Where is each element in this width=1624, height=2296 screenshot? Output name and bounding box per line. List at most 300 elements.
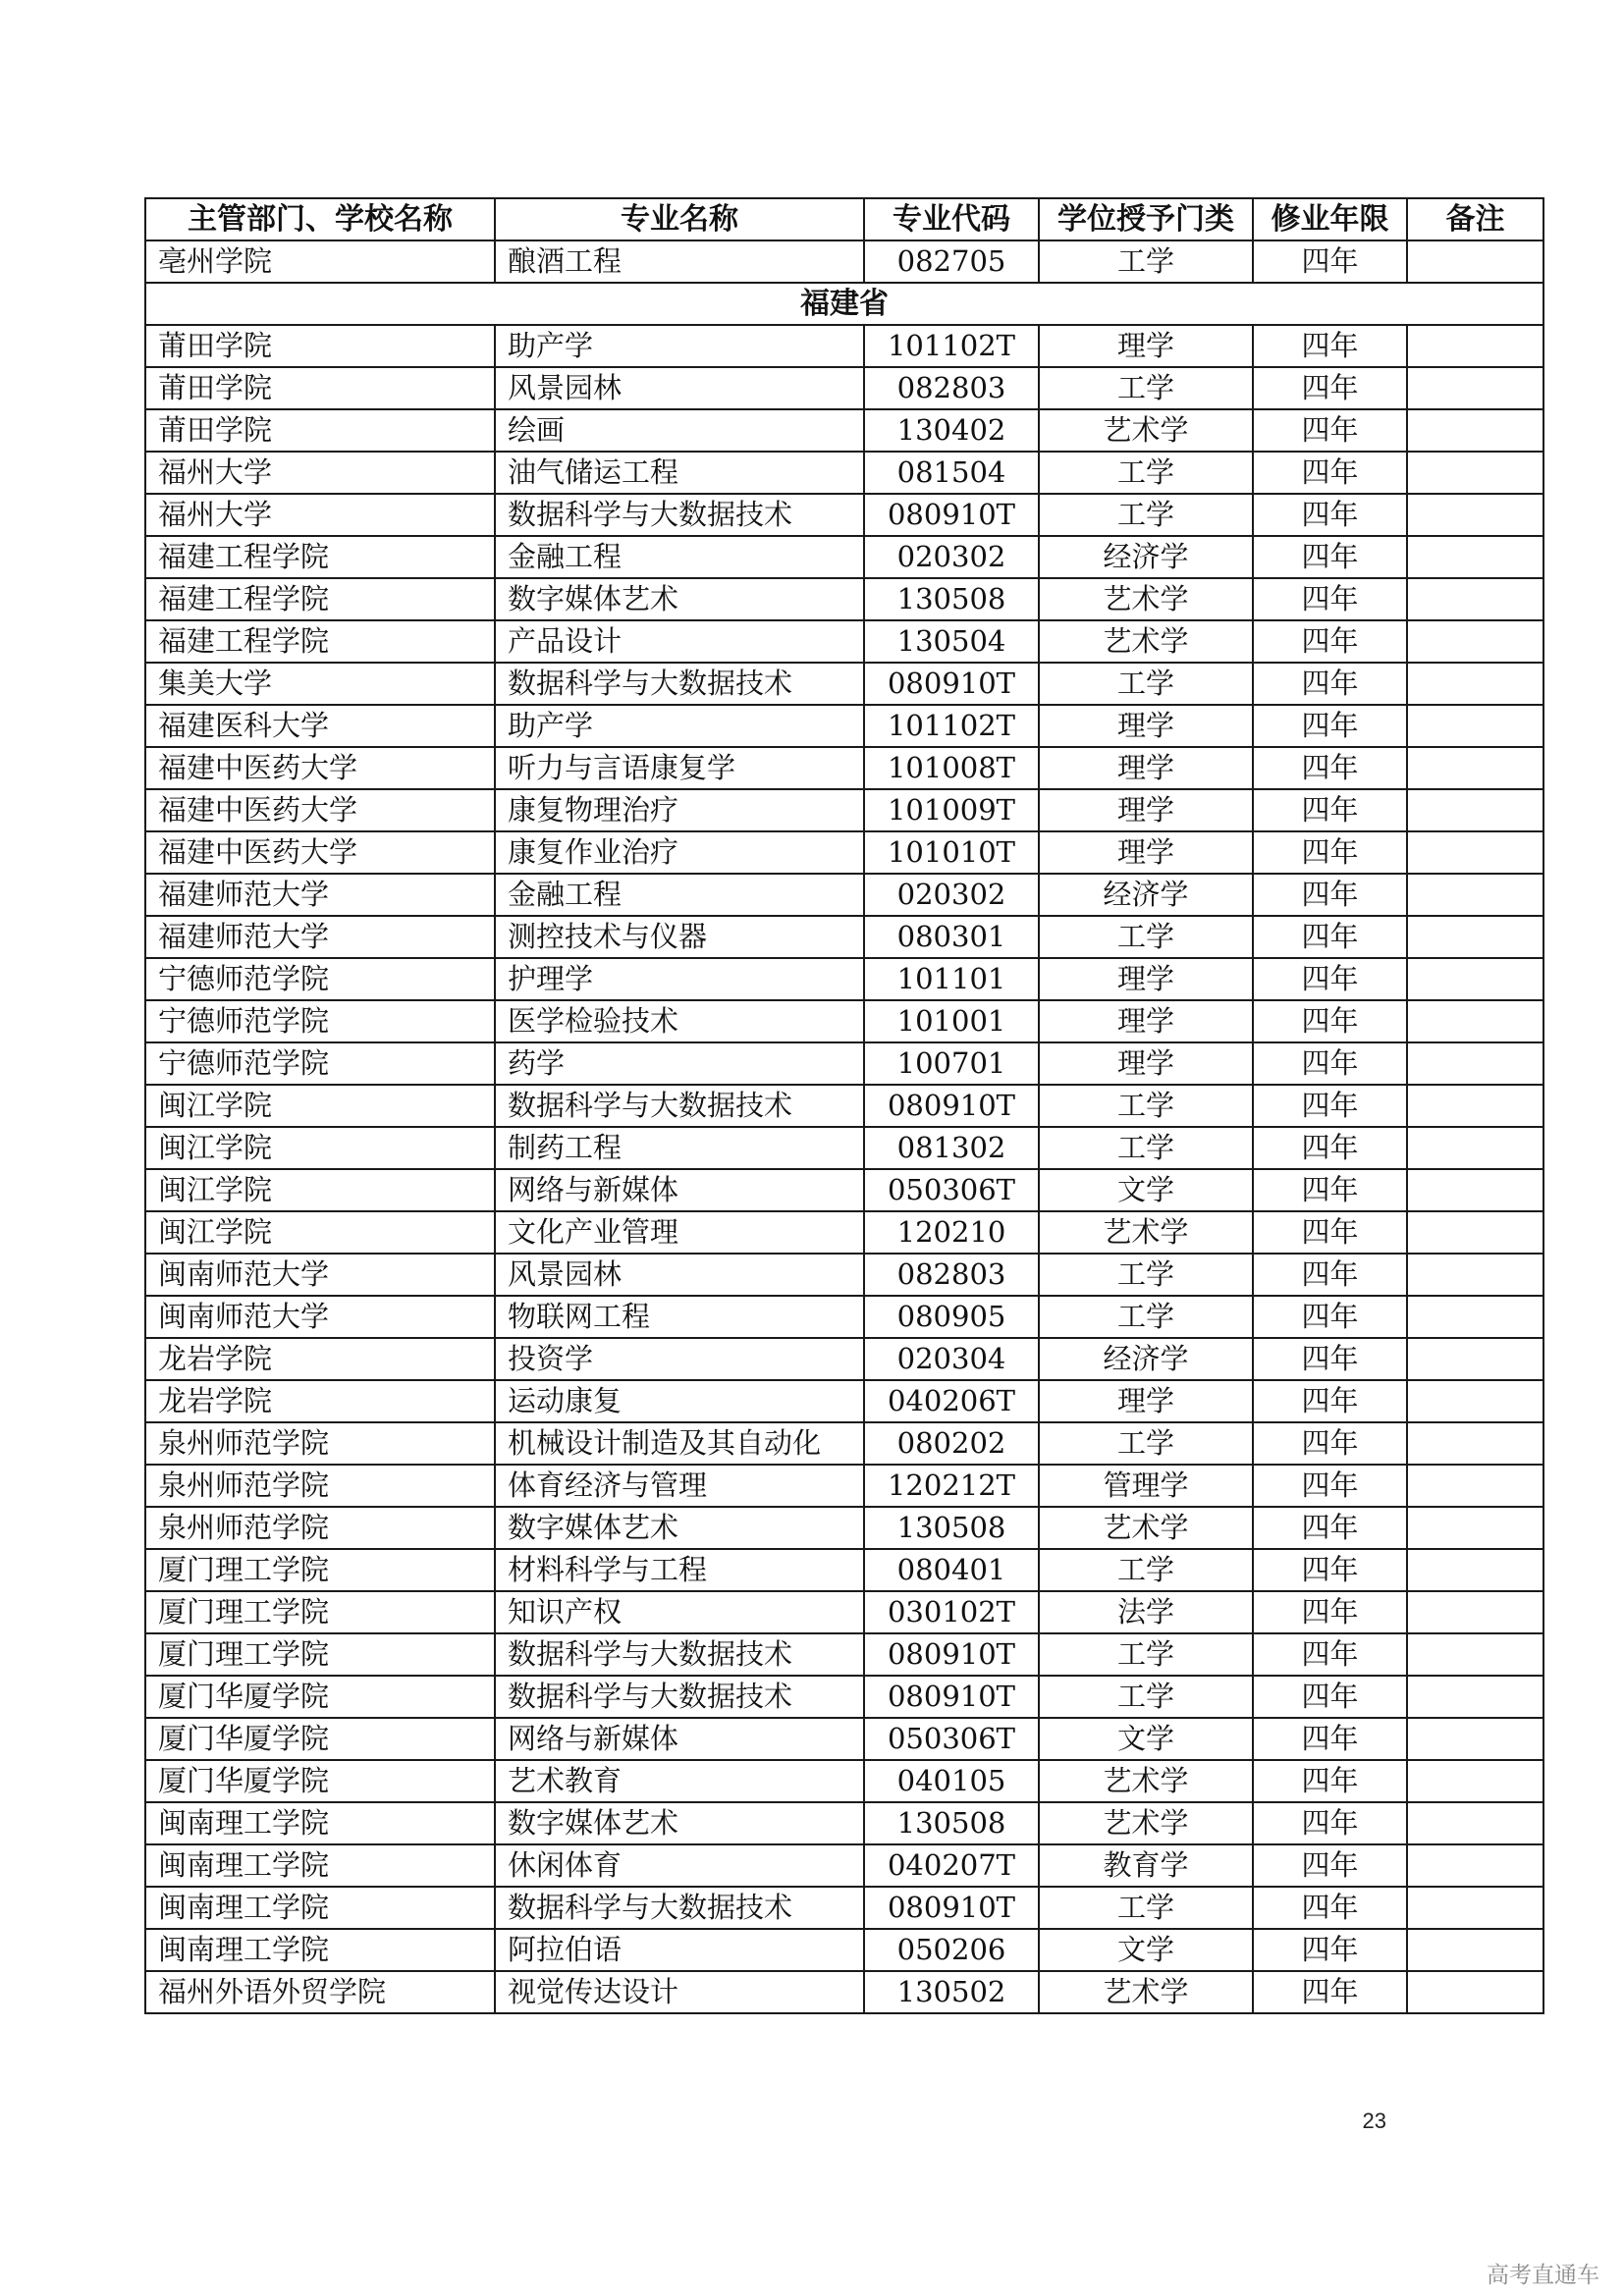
table-row (145, 1169, 1543, 1211)
cell-duration: 四年 (1253, 1380, 1407, 1422)
cell-major-name: 阿拉伯语 (495, 1929, 864, 1971)
cell-remarks (1407, 1887, 1543, 1929)
cell-duration: 四年 (1253, 705, 1407, 747)
cell-duration: 四年 (1253, 789, 1407, 831)
cell-degree-category: 艺术学 (1039, 578, 1253, 620)
cell-school: 厦门华厦学院 (145, 1718, 495, 1760)
cell-major-name: 数据科学与大数据技术 (495, 1887, 864, 1929)
table-row (145, 1254, 1543, 1296)
cell-school: 福州外语外贸学院 (145, 1971, 495, 2013)
cell-remarks (1407, 1127, 1543, 1169)
cell-duration: 四年 (1253, 1760, 1407, 1802)
cell-duration: 四年 (1253, 1254, 1407, 1296)
cell-major-name: 油气储运工程 (495, 452, 864, 494)
cell-remarks (1407, 958, 1543, 1000)
cell-major-name: 数据科学与大数据技术 (495, 494, 864, 536)
cell-major-code: 020302 (864, 874, 1039, 916)
cell-degree-category: 工学 (1039, 494, 1253, 536)
cell-major-name: 听力与言语康复学 (495, 747, 864, 789)
cell-remarks (1407, 367, 1543, 409)
cell-major-code: 020302 (864, 536, 1039, 578)
cell-major-name: 助产学 (495, 325, 864, 367)
cell-degree-category: 理学 (1039, 1042, 1253, 1085)
cell-remarks (1407, 1085, 1543, 1127)
page-number: 23 (1362, 2109, 1386, 2133)
cell-duration: 四年 (1253, 1127, 1407, 1169)
header-school: 主管部门、学校名称 (145, 198, 495, 240)
cell-duration: 四年 (1253, 240, 1407, 283)
cell-degree-category: 工学 (1039, 916, 1253, 958)
cell-degree-category: 理学 (1039, 705, 1253, 747)
cell-major-code: 081302 (864, 1127, 1039, 1169)
cell-major-code: 050206 (864, 1929, 1039, 1971)
cell-remarks (1407, 1676, 1543, 1718)
cell-major-code: 120210 (864, 1211, 1039, 1254)
cell-major-name: 康复作业治疗 (495, 831, 864, 874)
cell-school: 厦门理工学院 (145, 1591, 495, 1633)
cell-duration: 四年 (1253, 663, 1407, 705)
cell-school: 龙岩学院 (145, 1338, 495, 1380)
cell-duration: 四年 (1253, 536, 1407, 578)
table-row (145, 1380, 1543, 1422)
cell-degree-category: 理学 (1039, 1000, 1253, 1042)
cell-major-name: 测控技术与仪器 (495, 916, 864, 958)
table-row (145, 240, 1543, 283)
cell-school: 福建工程学院 (145, 578, 495, 620)
table-row (145, 1549, 1543, 1591)
cell-remarks (1407, 494, 1543, 536)
cell-degree-category: 经济学 (1039, 536, 1253, 578)
cell-duration: 四年 (1253, 1718, 1407, 1760)
cell-duration: 四年 (1253, 1296, 1407, 1338)
cell-degree-category: 艺术学 (1039, 1971, 1253, 2013)
cell-school: 闽江学院 (145, 1211, 495, 1254)
cell-school: 闽南师范大学 (145, 1254, 495, 1296)
table-row (145, 1296, 1543, 1338)
table-row (145, 452, 1543, 494)
cell-remarks (1407, 1760, 1543, 1802)
cell-duration: 四年 (1253, 1549, 1407, 1591)
cell-school: 宁德师范学院 (145, 958, 495, 1000)
cell-degree-category: 工学 (1039, 240, 1253, 283)
table-row (145, 916, 1543, 958)
table-row (145, 831, 1543, 874)
cell-major-name: 网络与新媒体 (495, 1718, 864, 1760)
cell-duration: 四年 (1253, 494, 1407, 536)
cell-major-name: 助产学 (495, 705, 864, 747)
cell-major-code: 101009T (864, 789, 1039, 831)
cell-degree-category: 文学 (1039, 1718, 1253, 1760)
table-row (145, 1042, 1543, 1085)
section-title-province: 福建省 (145, 283, 1543, 325)
cell-degree-category: 理学 (1039, 831, 1253, 874)
cell-duration: 四年 (1253, 452, 1407, 494)
cell-degree-category: 法学 (1039, 1591, 1253, 1633)
cell-degree-category: 艺术学 (1039, 620, 1253, 663)
cell-major-code: 082803 (864, 367, 1039, 409)
cell-duration: 四年 (1253, 409, 1407, 452)
cell-major-code: 080910T (864, 1085, 1039, 1127)
cell-remarks (1407, 1422, 1543, 1465)
cell-major-name: 风景园林 (495, 1254, 864, 1296)
cell-major-code: 050306T (864, 1718, 1039, 1760)
cell-school: 福建中医药大学 (145, 747, 495, 789)
cell-major-name: 视觉传达设计 (495, 1971, 864, 2013)
cell-remarks (1407, 1000, 1543, 1042)
table-row (145, 789, 1543, 831)
cell-school: 厦门理工学院 (145, 1633, 495, 1676)
cell-remarks (1407, 747, 1543, 789)
cell-major-code: 080202 (864, 1422, 1039, 1465)
cell-degree-category: 工学 (1039, 1549, 1253, 1591)
cell-major-name: 酿酒工程 (495, 240, 864, 283)
cell-major-code: 081504 (864, 452, 1039, 494)
cell-major-name: 金融工程 (495, 536, 864, 578)
cell-remarks (1407, 663, 1543, 705)
cell-degree-category: 艺术学 (1039, 409, 1253, 452)
cell-school: 福建工程学院 (145, 620, 495, 663)
cell-major-name: 产品设计 (495, 620, 864, 663)
cell-duration: 四年 (1253, 1000, 1407, 1042)
cell-major-code: 130504 (864, 620, 1039, 663)
cell-remarks (1407, 1633, 1543, 1676)
cell-major-name: 数据科学与大数据技术 (495, 1085, 864, 1127)
cell-major-name: 材料科学与工程 (495, 1549, 864, 1591)
cell-degree-category: 工学 (1039, 1254, 1253, 1296)
cell-remarks (1407, 1338, 1543, 1380)
cell-duration: 四年 (1253, 916, 1407, 958)
table-row (145, 536, 1543, 578)
cell-major-code: 101102T (864, 705, 1039, 747)
cell-school: 闽南理工学院 (145, 1887, 495, 1929)
section-row (145, 283, 1543, 325)
cell-major-name: 数字媒体艺术 (495, 578, 864, 620)
table-row (145, 1971, 1543, 2013)
cell-major-name: 风景园林 (495, 367, 864, 409)
cell-school: 闽南理工学院 (145, 1929, 495, 1971)
table-row (145, 1929, 1543, 1971)
cell-duration: 四年 (1253, 1465, 1407, 1507)
table-row (145, 1718, 1543, 1760)
table-row (145, 1211, 1543, 1254)
cell-major-name: 体育经济与管理 (495, 1465, 864, 1507)
header-row (145, 198, 1543, 240)
table-row (145, 1127, 1543, 1169)
cell-remarks (1407, 1802, 1543, 1844)
header-duration: 修业年限 (1253, 198, 1407, 240)
cell-major-code: 080910T (864, 1633, 1039, 1676)
cell-duration: 四年 (1253, 1507, 1407, 1549)
cell-school: 福建工程学院 (145, 536, 495, 578)
cell-school: 福州大学 (145, 494, 495, 536)
table-row (145, 874, 1543, 916)
cell-remarks (1407, 578, 1543, 620)
cell-school: 宁德师范学院 (145, 1042, 495, 1085)
table-body (145, 240, 1543, 2013)
cell-remarks (1407, 874, 1543, 916)
cell-major-name: 运动康复 (495, 1380, 864, 1422)
cell-school: 泉州师范学院 (145, 1422, 495, 1465)
cell-remarks (1407, 1042, 1543, 1085)
table-row (145, 1338, 1543, 1380)
table-row (145, 367, 1543, 409)
cell-remarks (1407, 1844, 1543, 1887)
cell-duration: 四年 (1253, 1633, 1407, 1676)
cell-school: 福建师范大学 (145, 874, 495, 916)
table-row (145, 578, 1543, 620)
cell-school: 泉州师范学院 (145, 1507, 495, 1549)
cell-major-code: 080301 (864, 916, 1039, 958)
cell-duration: 四年 (1253, 1887, 1407, 1929)
cell-degree-category: 工学 (1039, 1887, 1253, 1929)
cell-remarks (1407, 1296, 1543, 1338)
cell-degree-category: 经济学 (1039, 874, 1253, 916)
cell-school: 厦门华厦学院 (145, 1676, 495, 1718)
cell-degree-category: 工学 (1039, 1633, 1253, 1676)
cell-duration: 四年 (1253, 325, 1407, 367)
table-row (145, 1465, 1543, 1507)
cell-degree-category: 艺术学 (1039, 1211, 1253, 1254)
cell-major-name: 物联网工程 (495, 1296, 864, 1338)
cell-duration: 四年 (1253, 1971, 1407, 2013)
cell-major-name: 数字媒体艺术 (495, 1507, 864, 1549)
cell-major-code: 080910T (864, 1676, 1039, 1718)
cell-remarks (1407, 705, 1543, 747)
cell-major-name: 金融工程 (495, 874, 864, 916)
cell-duration: 四年 (1253, 1211, 1407, 1254)
cell-duration: 四年 (1253, 1338, 1407, 1380)
cell-remarks (1407, 1211, 1543, 1254)
cell-major-name: 护理学 (495, 958, 864, 1000)
cell-duration: 四年 (1253, 874, 1407, 916)
cell-remarks (1407, 325, 1543, 367)
cell-degree-category: 工学 (1039, 1085, 1253, 1127)
table-row (145, 494, 1543, 536)
cell-degree-category: 经济学 (1039, 1338, 1253, 1380)
cell-degree-category: 艺术学 (1039, 1760, 1253, 1802)
cell-remarks (1407, 620, 1543, 663)
cell-major-code: 040207T (864, 1844, 1039, 1887)
table-row (145, 1591, 1543, 1633)
cell-school: 莆田学院 (145, 367, 495, 409)
cell-major-name: 康复物理治疗 (495, 789, 864, 831)
cell-major-code: 101010T (864, 831, 1039, 874)
cell-duration: 四年 (1253, 1169, 1407, 1211)
cell-school: 福建中医药大学 (145, 831, 495, 874)
cell-major-name: 数据科学与大数据技术 (495, 1633, 864, 1676)
table-row (145, 1887, 1543, 1929)
cell-remarks (1407, 789, 1543, 831)
cell-remarks (1407, 1380, 1543, 1422)
table-row (145, 958, 1543, 1000)
cell-school: 福州大学 (145, 452, 495, 494)
cell-degree-category: 工学 (1039, 1296, 1253, 1338)
cell-degree-category: 文学 (1039, 1169, 1253, 1211)
cell-remarks (1407, 916, 1543, 958)
table-row (145, 1676, 1543, 1718)
cell-major-code: 130508 (864, 578, 1039, 620)
cell-school: 闽江学院 (145, 1085, 495, 1127)
cell-degree-category: 工学 (1039, 367, 1253, 409)
watermark: 高考直通车 (1487, 2263, 1599, 2288)
cell-degree-category: 管理学 (1039, 1465, 1253, 1507)
cell-school: 莆田学院 (145, 409, 495, 452)
cell-major-code: 082705 (864, 240, 1039, 283)
cell-remarks (1407, 1549, 1543, 1591)
table-row (145, 1760, 1543, 1802)
table-row (145, 409, 1543, 452)
cell-school: 闽江学院 (145, 1127, 495, 1169)
cell-degree-category: 理学 (1039, 747, 1253, 789)
cell-duration: 四年 (1253, 1844, 1407, 1887)
cell-degree-category: 理学 (1039, 325, 1253, 367)
cell-major-code: 101102T (864, 325, 1039, 367)
cell-school: 莆田学院 (145, 325, 495, 367)
cell-school: 龙岩学院 (145, 1380, 495, 1422)
cell-major-code: 080905 (864, 1296, 1039, 1338)
cell-major-code: 130508 (864, 1507, 1039, 1549)
cell-major-name: 药学 (495, 1042, 864, 1085)
table-row (145, 705, 1543, 747)
cell-major-name: 制药工程 (495, 1127, 864, 1169)
table-row (145, 325, 1543, 367)
cell-school: 闽南理工学院 (145, 1802, 495, 1844)
header-major-code: 专业代码 (864, 198, 1039, 240)
cell-major-name: 投资学 (495, 1338, 864, 1380)
cell-major-code: 030102T (864, 1591, 1039, 1633)
cell-duration: 四年 (1253, 1085, 1407, 1127)
cell-major-name: 文化产业管理 (495, 1211, 864, 1254)
cell-remarks (1407, 1971, 1543, 2013)
cell-major-code: 082803 (864, 1254, 1039, 1296)
cell-duration: 四年 (1253, 1042, 1407, 1085)
cell-major-code: 040206T (864, 1380, 1039, 1422)
cell-school: 福建师范大学 (145, 916, 495, 958)
cell-duration: 四年 (1253, 1929, 1407, 1971)
cell-major-name: 医学检验技术 (495, 1000, 864, 1042)
cell-school: 闽江学院 (145, 1169, 495, 1211)
cell-major-name: 数据科学与大数据技术 (495, 1676, 864, 1718)
cell-duration: 四年 (1253, 831, 1407, 874)
cell-school: 福建医科大学 (145, 705, 495, 747)
cell-major-name: 数据科学与大数据技术 (495, 663, 864, 705)
cell-school: 集美大学 (145, 663, 495, 705)
cell-major-code: 101008T (864, 747, 1039, 789)
cell-school: 闽南理工学院 (145, 1844, 495, 1887)
cell-major-code: 080910T (864, 494, 1039, 536)
cell-degree-category: 理学 (1039, 958, 1253, 1000)
header-remarks: 备注 (1407, 198, 1543, 240)
cell-school: 福建中医药大学 (145, 789, 495, 831)
table-row (145, 1085, 1543, 1127)
cell-major-name: 知识产权 (495, 1591, 864, 1633)
table-row (145, 663, 1543, 705)
cell-remarks (1407, 1254, 1543, 1296)
cell-remarks (1407, 1507, 1543, 1549)
cell-major-code: 130502 (864, 1971, 1039, 2013)
cell-major-code: 080401 (864, 1549, 1039, 1591)
cell-school: 闽南师范大学 (145, 1296, 495, 1338)
cell-degree-category: 理学 (1039, 1380, 1253, 1422)
cell-duration: 四年 (1253, 747, 1407, 789)
cell-school: 泉州师范学院 (145, 1465, 495, 1507)
cell-duration: 四年 (1253, 1591, 1407, 1633)
cell-degree-category: 工学 (1039, 1127, 1253, 1169)
cell-school: 厦门华厦学院 (145, 1760, 495, 1802)
cell-degree-category: 文学 (1039, 1929, 1253, 1971)
cell-remarks (1407, 240, 1543, 283)
table-row (145, 1422, 1543, 1465)
table-row (145, 747, 1543, 789)
cell-remarks (1407, 1465, 1543, 1507)
cell-school: 厦门理工学院 (145, 1549, 495, 1591)
cell-duration: 四年 (1253, 1802, 1407, 1844)
cell-major-name: 数字媒体艺术 (495, 1802, 864, 1844)
table-row (145, 620, 1543, 663)
cell-duration: 四年 (1253, 958, 1407, 1000)
cell-major-code: 020304 (864, 1338, 1039, 1380)
cell-remarks (1407, 536, 1543, 578)
header-major-name: 专业名称 (495, 198, 864, 240)
table-row (145, 1844, 1543, 1887)
cell-major-code: 050306T (864, 1169, 1039, 1211)
cell-major-code: 101001 (864, 1000, 1039, 1042)
header-degree-category: 学位授予门类 (1039, 198, 1253, 240)
cell-major-name: 艺术教育 (495, 1760, 864, 1802)
cell-school: 亳州学院 (145, 240, 495, 283)
cell-duration: 四年 (1253, 1422, 1407, 1465)
cell-major-code: 120212T (864, 1465, 1039, 1507)
cell-remarks (1407, 409, 1543, 452)
cell-major-code: 130402 (864, 409, 1039, 452)
cell-major-code: 101101 (864, 958, 1039, 1000)
cell-degree-category: 工学 (1039, 452, 1253, 494)
cell-duration: 四年 (1253, 578, 1407, 620)
majors-table (144, 197, 1544, 2014)
table-row (145, 1633, 1543, 1676)
cell-major-code: 080910T (864, 1887, 1039, 1929)
cell-degree-category: 理学 (1039, 789, 1253, 831)
cell-major-code: 130508 (864, 1802, 1039, 1844)
cell-major-name: 休闲体育 (495, 1844, 864, 1887)
cell-major-code: 040105 (864, 1760, 1039, 1802)
cell-remarks (1407, 1718, 1543, 1760)
cell-major-name: 网络与新媒体 (495, 1169, 864, 1211)
cell-degree-category: 工学 (1039, 1422, 1253, 1465)
cell-remarks (1407, 1169, 1543, 1211)
cell-major-code: 080910T (864, 663, 1039, 705)
cell-major-code: 100701 (864, 1042, 1039, 1085)
cell-duration: 四年 (1253, 620, 1407, 663)
cell-major-name: 机械设计制造及其自动化 (495, 1422, 864, 1465)
cell-major-name: 绘画 (495, 409, 864, 452)
cell-degree-category: 艺术学 (1039, 1802, 1253, 1844)
table-row (145, 1000, 1543, 1042)
table-row (145, 1507, 1543, 1549)
cell-remarks (1407, 1591, 1543, 1633)
cell-remarks (1407, 1929, 1543, 1971)
cell-duration: 四年 (1253, 1676, 1407, 1718)
cell-degree-category: 工学 (1039, 663, 1253, 705)
table-row (145, 1802, 1543, 1844)
cell-school: 宁德师范学院 (145, 1000, 495, 1042)
cell-remarks (1407, 452, 1543, 494)
cell-remarks (1407, 831, 1543, 874)
cell-degree-category: 工学 (1039, 1676, 1253, 1718)
cell-duration: 四年 (1253, 367, 1407, 409)
cell-degree-category: 教育学 (1039, 1844, 1253, 1887)
cell-degree-category: 艺术学 (1039, 1507, 1253, 1549)
